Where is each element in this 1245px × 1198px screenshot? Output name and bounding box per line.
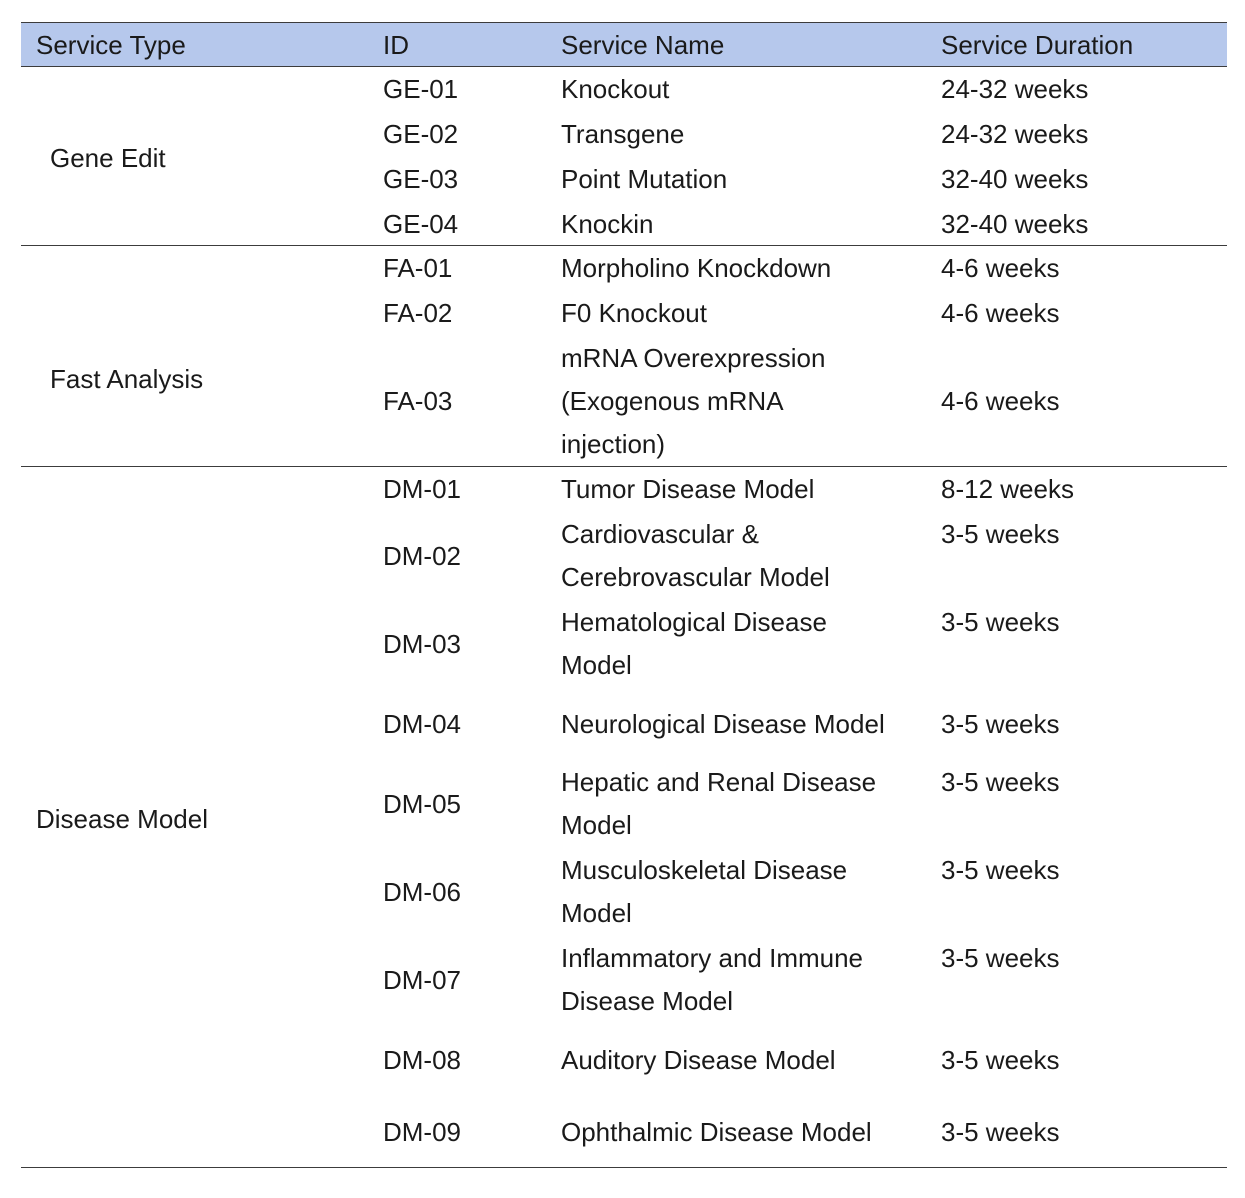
group-type-fast-analysis: Fast Analysis xyxy=(50,364,204,394)
row-id: DM-09 xyxy=(383,1117,462,1147)
row-duration: 8-12 weeks xyxy=(941,474,1074,504)
row-duration: 3-5 weeks xyxy=(941,767,1060,797)
row-service-name: F0 Knockout xyxy=(561,298,707,328)
row-duration: 24-32 weeks xyxy=(941,119,1089,149)
row-duration: 32-40 weeks xyxy=(941,164,1089,194)
row-service-name: Hematological Disease Model xyxy=(561,607,827,680)
row-id: DM-07 xyxy=(383,965,462,995)
row-service-name: Musculoskeletal Disease Model xyxy=(561,855,848,928)
row-id: FA-02 xyxy=(383,298,453,328)
row-id: GE-04 xyxy=(383,209,459,239)
row-duration: 3-5 weeks xyxy=(941,943,1060,973)
row-service-name: Morpholino Knockdown xyxy=(561,253,832,283)
row-id: DM-06 xyxy=(383,877,462,907)
header-service-duration: Service Duration xyxy=(941,30,1134,60)
row-id: GE-03 xyxy=(383,164,459,194)
row-id: DM-08 xyxy=(383,1045,462,1075)
row-service-name: Point Mutation xyxy=(561,164,728,194)
header-id: ID xyxy=(383,30,409,60)
row-duration: 3-5 weeks xyxy=(941,855,1060,885)
row-id: FA-01 xyxy=(383,253,453,283)
row-duration: 32-40 weeks xyxy=(941,209,1089,239)
row-duration: 4-6 weeks xyxy=(941,298,1060,328)
row-duration: 4-6 weeks xyxy=(941,253,1060,283)
row-duration: 3-5 weeks xyxy=(941,1045,1060,1075)
row-service-name: Knockin xyxy=(561,209,654,239)
row-id: DM-03 xyxy=(383,629,462,659)
row-service-name: Ophthalmic Disease Model xyxy=(561,1117,872,1147)
row-service-name: Hepatic and Renal Disease Model xyxy=(561,767,877,840)
row-duration: 3-5 weeks xyxy=(941,519,1060,549)
row-service-name: mRNA Overexpression (Exogenous mRNA injection) xyxy=(561,343,826,459)
group-type-gene-edit: Gene Edit xyxy=(50,143,166,173)
row-id: FA-03 xyxy=(383,386,453,416)
header-service-type: Service Type xyxy=(36,30,186,60)
row-duration: 3-5 weeks xyxy=(941,607,1060,637)
row-service-name: Tumor Disease Model xyxy=(561,474,815,504)
row-duration: 24-32 weeks xyxy=(941,74,1089,104)
table-bottom-border xyxy=(21,1167,1227,1168)
row-service-name: Inflammatory and Immune Disease Model xyxy=(561,943,864,1016)
group-divider xyxy=(21,245,1227,246)
row-duration: 4-6 weeks xyxy=(941,386,1060,416)
row-duration: 3-5 weeks xyxy=(941,709,1060,739)
row-id: DM-04 xyxy=(383,709,462,739)
row-service-name: Auditory Disease Model xyxy=(561,1045,836,1075)
row-service-name: Neurological Disease Model xyxy=(561,709,885,739)
row-service-name: Cardiovascular & Cerebrovascular Model xyxy=(561,519,830,592)
row-service-name: Transgene xyxy=(561,119,685,149)
row-id: GE-02 xyxy=(383,119,459,149)
group-divider xyxy=(21,466,1227,467)
service-table xyxy=(21,0,1227,1198)
row-id: DM-02 xyxy=(383,541,462,571)
header-service-name: Service Name xyxy=(561,30,725,60)
group-type-disease-model: Disease Model xyxy=(36,804,208,834)
row-duration: 3-5 weeks xyxy=(941,1117,1060,1147)
row-id: DM-05 xyxy=(383,789,462,819)
row-id: DM-01 xyxy=(383,474,462,504)
row-service-name: Knockout xyxy=(561,74,670,104)
row-id: GE-01 xyxy=(383,74,459,104)
